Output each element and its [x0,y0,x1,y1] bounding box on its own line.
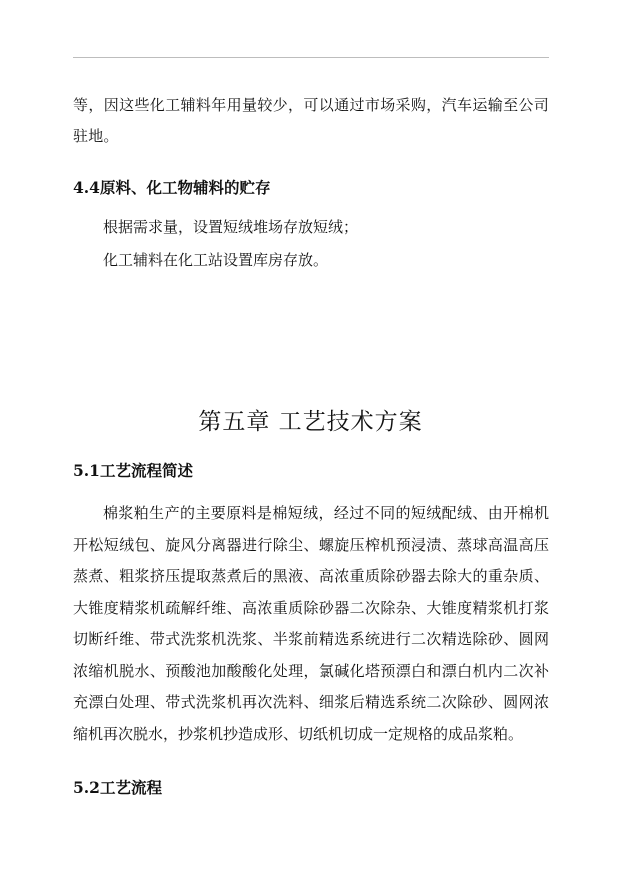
section-5-1-paragraph: 棉浆粕生产的主要原料是棉短绒，经过不同的短绒配绒、由开棉机开松短绒包、旋风分离器进行除尘、螺旋压榨机预浸渍、蒸球高温高压蒸煮、粗浆挤压提取蒸煮后的黑液、高浓重质除砂器去除大的重杂质、大锥度精浆机疏解纤维、高浓重质除砂器二次除杂、大锥度精浆机打浆切断纤维、带式洗浆机洗浆、半浆前精选系统进行二次精选除砂、圆网浓缩机脱水、预酸池加酸酸化处理，氯碱化塔预漂白和漂白机内二次补充漂白处理、带式洗浆机再次洗料、细浆后精选系统二次除砂、圆网浓缩机再次脱水，抄浆机抄造成形、切纸机切成一定规格的成品浆粕。 [73,504,549,743]
section-5-1-heading: 5.1工艺流程简述 [73,461,193,480]
chapter-title: 第五章 工艺技术方案 [198,409,423,435]
section-5-2-heading: 5.2工艺流程 [73,778,162,797]
section-4-4-line-2: 化工辅料在化工站设置库房存放。 [103,251,329,269]
section-4-4-line-1: 根据需求量，设置短绒堆场存放短绒； [103,218,359,236]
header-rule [73,57,549,58]
intro-paragraph: 等，因这些化工辅料年用量较少，可以通过市场采购，汽车运输至公司驻地。 [73,96,549,145]
section-4-4-heading: 4.4原料、化工物辅料的贮存 [73,178,271,197]
